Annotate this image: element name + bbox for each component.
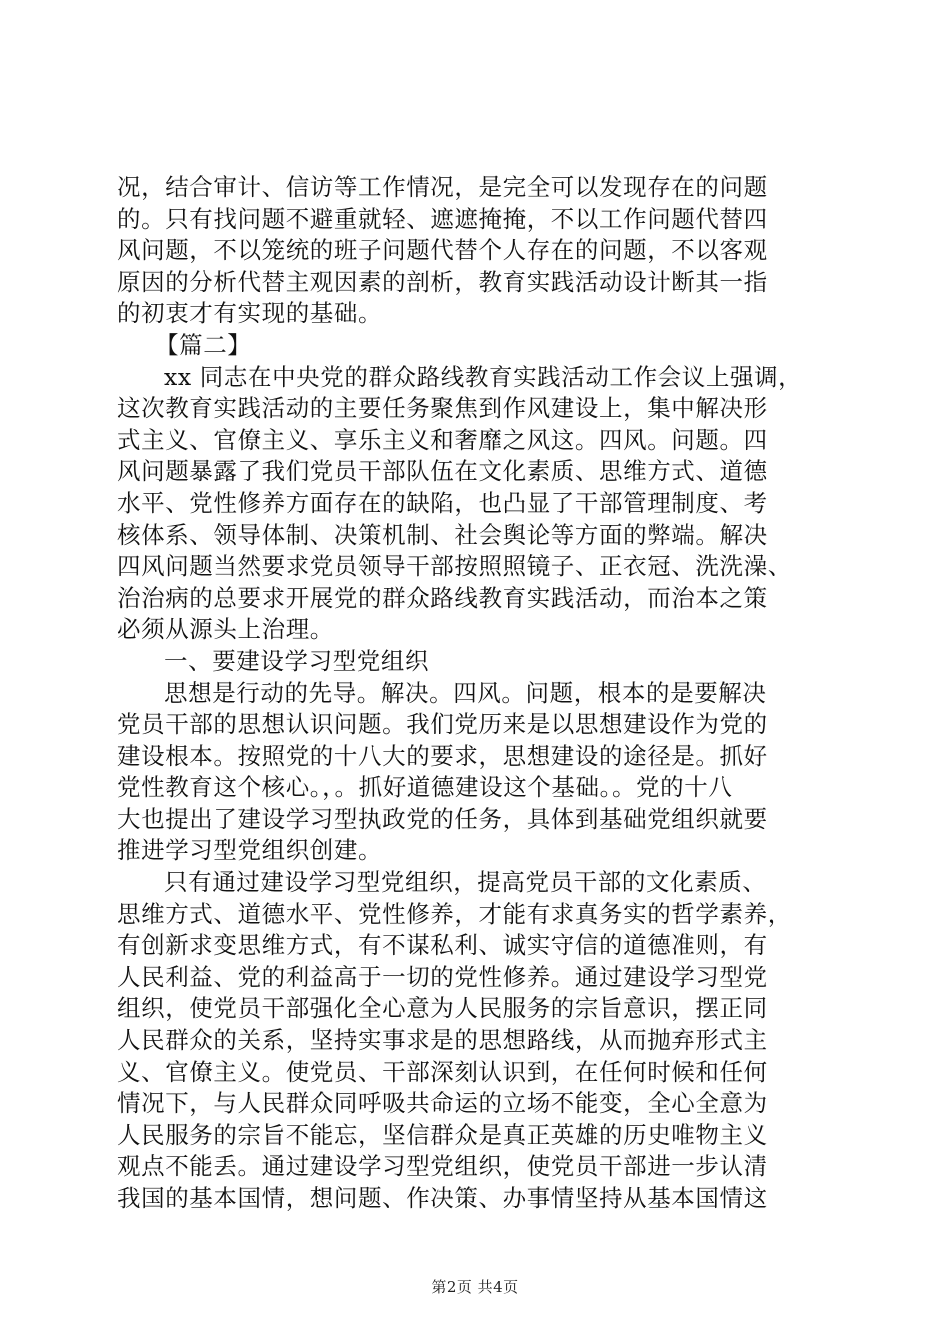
text-line: 核体系、领导体制、决策机制、社会舆论等方面的弊端。解决: [117, 520, 768, 549]
text-line: 思想是行动的先导。解决。四风。问题，根本的是要解决: [164, 678, 767, 707]
document-body: [117, 172, 837, 1215]
text-line: 的初衷才有实现的基础。: [117, 299, 383, 328]
text-line: 人民服务的宗旨不能忘，坚信群众是真正英雄的历史唯物主义: [117, 1120, 768, 1149]
text-line: 党员干部的思想认识问题。我们党历来是以思想建设作为党的: [117, 710, 768, 739]
page-footer: 第2页 共4页: [431, 1278, 519, 1296]
text-line: 人民利益、党的利益高于一切的党性修养。通过建设学习型党: [117, 962, 768, 991]
text-line: 组织，使党员干部强化全心意为人民服务的宗旨意识，摆正同: [117, 994, 768, 1023]
text-line: 原因的分析代替主观因素的剖析，教育实践活动设计断其一指: [117, 267, 768, 296]
text-line: 况，结合审计、信访等工作情况，是完全可以发现存在的问题: [117, 173, 768, 201]
text-line: 这次教育实践活动的主要任务聚焦到作风建设上，集中解决形: [117, 394, 768, 423]
text-line: 风问题暴露了我们党员干部队伍在文化素质、思维方式、道德: [117, 457, 768, 486]
text-line: 人民群众的关系，坚持实事求是的思想路线，从而抛弃形式主: [117, 1026, 768, 1055]
text-line: 观点不能丢。通过建设学习型党组织，使党员干部进一步认清: [117, 1152, 768, 1181]
text-line: 只有通过建设学习型党组织，提高党员干部的文化素质、: [164, 868, 767, 897]
text-line: xx 同志在中央党的群众路线教育实践活动工作会议上强调，: [164, 362, 803, 391]
text-line: 水平、党性修养方面存在的缺陷，也凸显了干部管理制度、考: [117, 488, 768, 517]
text-line: 情况下，与人民群众同呼吸共命运的立场不能变，全心全意为: [117, 1089, 768, 1118]
text-line: 思维方式、道德水平、党性修养，才能有求真务实的哲学素养，: [117, 899, 792, 928]
text-line: 有创新求变思维方式，有不谋私利、诚实守信的道德准则，有: [117, 931, 768, 960]
text-line: 建设根本。按照党的十八大的要求，思想建设的途径是。抓好: [117, 741, 768, 770]
text-line: 治治病的总要求开展党的群众路线教育实践活动，而治本之策: [117, 583, 768, 612]
text-line: 四风问题当然要求党员领导干部按照照镜子、正衣冠、洗洗澡、: [117, 552, 792, 581]
text-line: 党性教育这个核心。，。抓好道德建设这个基础。。党的十八: [117, 773, 733, 802]
text-line: 必须从源头上治理。: [117, 615, 334, 644]
text-line: 的。只有找问题不避重就轻、遮遮掩掩，不以工作问题代替四: [117, 204, 768, 233]
text-line: 义、官僚主义。使党员、干部深刻认识到，在任何时候和任何: [117, 1057, 768, 1086]
text-line: 式主义、官僚主义、享乐主义和奢靡之风这。四风。问题。四: [117, 425, 768, 454]
section-heading: 一、要建设学习型党组织: [164, 646, 430, 675]
text-line: 大也提出了建设学习型执政党的任务，具体到基础党组织就要: [117, 804, 768, 833]
text-line: 风问题，不以笼统的班子问题代替个人存在的问题，不以客观: [117, 236, 768, 265]
text-line: 我国的基本国情，想问题、作决策、办事情坚持从基本国情这: [117, 1184, 768, 1212]
section-heading: 【篇二】: [155, 330, 252, 359]
text-line: 推进学习型党组织创建。: [117, 836, 383, 865]
